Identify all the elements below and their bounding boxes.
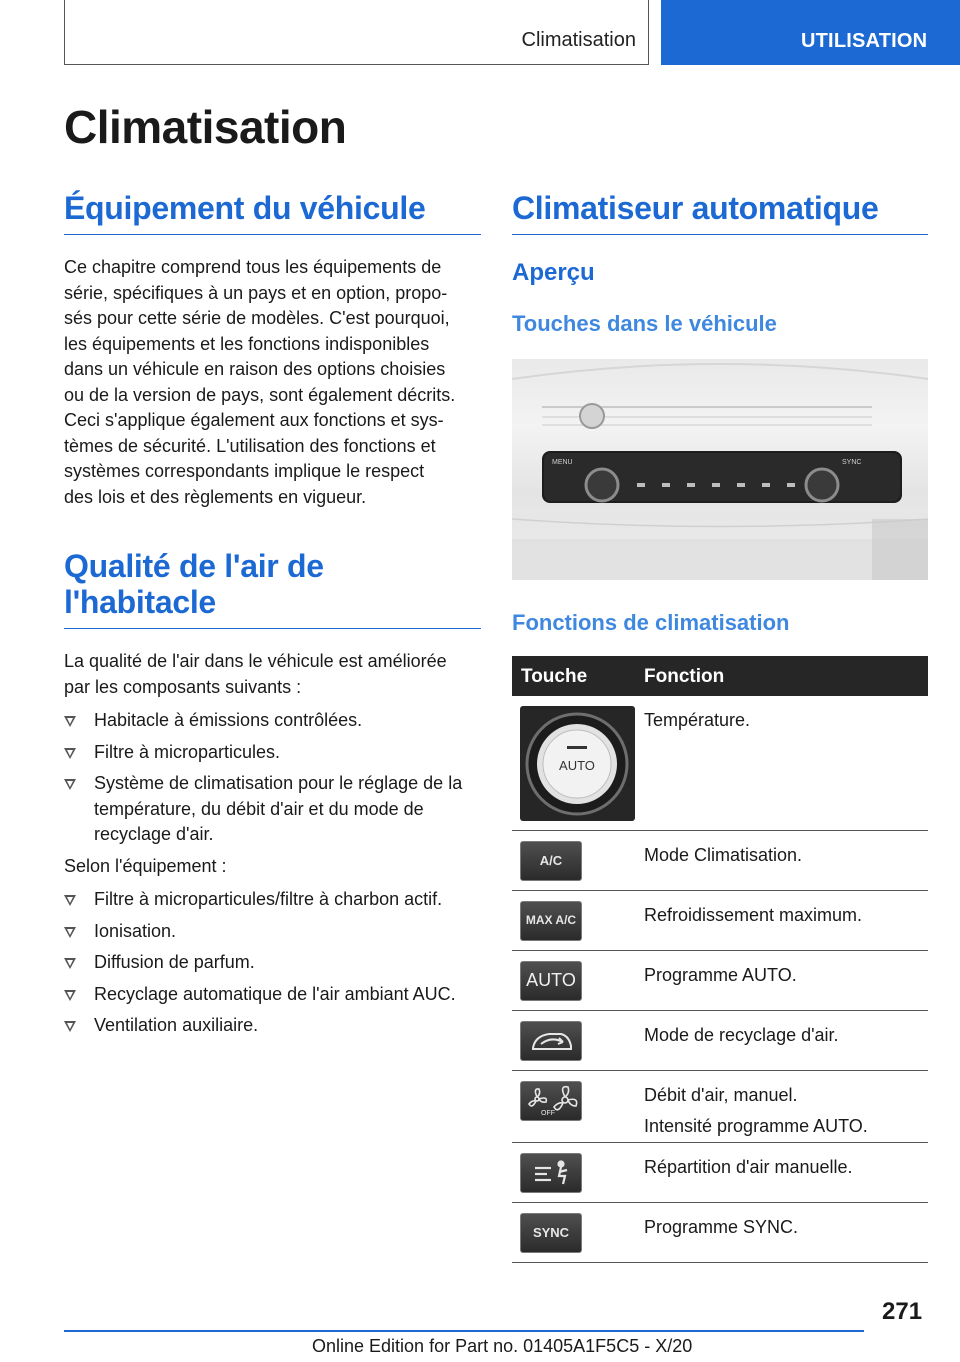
heading-equipement: Équipement du véhicule	[64, 190, 481, 235]
bullet-triangle-icon	[64, 1021, 76, 1032]
sync-button-icon[interactable]	[520, 1213, 582, 1253]
function-text-line: Intensité programme AUTO.	[644, 1116, 868, 1136]
text-line: Ce chapitre comprend tous les équipements de	[64, 257, 442, 277]
bullet-triangle-icon	[64, 990, 76, 1001]
air-distribution-icon[interactable]	[520, 1153, 582, 1193]
list-item	[64, 740, 481, 766]
column-header-fonction: Fonction	[644, 666, 725, 687]
heading-qualite-air	[64, 548, 481, 629]
list-item-text: Diffusion de parfum.	[94, 952, 255, 972]
left-column	[64, 190, 481, 1045]
text-line: des lois et des règlements en vigueur.	[64, 486, 367, 507]
text-line: sés pour cette série de modèles. C'est pourquoi,	[64, 308, 450, 328]
table-row	[512, 1071, 928, 1143]
list-item	[64, 919, 481, 945]
optional-equipment-list	[64, 887, 481, 1039]
list-item	[64, 708, 481, 734]
functions-table	[512, 656, 928, 1263]
header-section-box	[64, 0, 649, 65]
bullet-triangle-icon	[64, 716, 76, 727]
knob-auto-label: AUTO	[559, 758, 595, 773]
function-text: Mode de recyclage d'air.	[644, 1025, 839, 1045]
table-row	[512, 951, 928, 1011]
list-item	[64, 887, 481, 913]
button-label: A/C	[539, 853, 563, 868]
function-text: Mode Climatisation.	[644, 845, 803, 865]
ac-button-icon[interactable]	[520, 841, 582, 881]
fan-icon[interactable]	[520, 1081, 582, 1121]
list-item	[64, 771, 481, 848]
function-text: Programme SYNC.	[644, 1217, 799, 1237]
function-text: Répartition d'air manuelle.	[644, 1157, 853, 1177]
function-text: Refroidissement maximum.	[644, 905, 863, 925]
air-intro	[64, 649, 481, 700]
table-row	[512, 1011, 928, 1071]
max-ac-button-icon[interactable]	[520, 901, 582, 941]
text-line: les équipements et les fonctions indisponibles	[64, 333, 430, 354]
header-section-title: Climatisation	[521, 29, 636, 51]
list-item-text: Filtre à microparticules/filtre à charbon actif.	[94, 889, 443, 909]
text-line: ou de la version de pays, sont également décrits.	[64, 384, 456, 405]
climate-panel-illustration	[512, 359, 928, 580]
heading-line: Qualité de l'air de	[64, 548, 324, 584]
footer-divider	[64, 1330, 864, 1332]
table-row	[512, 1203, 928, 1263]
table-row	[512, 1143, 928, 1203]
air-components-list	[64, 708, 481, 848]
heading-climatiseur: Climatiseur automatique	[512, 190, 928, 235]
bullet-triangle-icon	[64, 927, 76, 938]
bullet-triangle-icon	[64, 895, 76, 906]
photo-sync-label: SYNC	[842, 459, 862, 466]
table-row	[512, 891, 928, 951]
selon-equipement: Selon l'équipement :	[64, 855, 227, 876]
function-text: Programme AUTO.	[644, 965, 797, 985]
table-row	[512, 831, 928, 891]
text-line: La qualité de l'air dans le véhicule est améliorée	[64, 651, 447, 671]
heading-touches: Touches dans le véhicule	[512, 311, 777, 336]
list-item	[64, 950, 481, 976]
function-text	[644, 1083, 868, 1139]
text-line: série, spécifiques à un pays et en option, propo-	[64, 282, 448, 303]
bullet-triangle-icon	[64, 779, 76, 790]
list-item-text: Système de climatisation pour le réglage de la température, du débit d'air et du mode de recyclage d'air.	[94, 773, 463, 844]
auto-button-icon[interactable]	[520, 961, 582, 1001]
function-text-line: Débit d'air, manuel.	[644, 1085, 798, 1105]
list-item-text: Ventilation auxiliaire.	[94, 1015, 259, 1035]
text-line: Ceci s'applique également aux fonctions et sys-	[64, 410, 444, 430]
list-item-text: Habitacle à émissions contrôlées.	[94, 710, 363, 730]
page-number: 271	[882, 1298, 923, 1325]
list-item-text: Recyclage automatique de l'air ambiant AUC.	[94, 983, 456, 1004]
table-row	[512, 696, 928, 831]
right-column	[512, 190, 928, 337]
button-label: AUTO	[526, 970, 576, 990]
page-title: Climatisation	[64, 101, 347, 153]
heading-apercu: Aperçu	[512, 259, 595, 286]
column-header-touche: Touche	[521, 666, 588, 687]
bullet-triangle-icon	[64, 748, 76, 759]
recirculation-icon[interactable]	[520, 1021, 582, 1061]
list-item-text: Filtre à microparticules.	[94, 741, 281, 762]
fan-off-label: OFF	[541, 1110, 555, 1117]
text-line: systèmes correspondants implique le respect	[64, 461, 425, 481]
list-item	[64, 1013, 481, 1039]
function-text: Température.	[644, 710, 751, 730]
list-item-text: Ionisation.	[94, 920, 177, 941]
table-header	[512, 656, 928, 696]
text-line: par les composants suivants :	[64, 676, 302, 697]
footer-edition: Online Edition for Part no. 01405A1F5C5 - X/20	[312, 1336, 693, 1356]
equipement-paragraph	[64, 255, 481, 510]
button-label: SYNC	[532, 1225, 570, 1240]
header-chapter-label: UTILISATION	[801, 30, 928, 52]
dashboard-photo	[512, 359, 928, 580]
heading-fonctions: Fonctions de climatisation	[512, 610, 790, 635]
text-line: tèmes de sécurité. L'utilisation des fonctions et	[64, 435, 436, 456]
button-label: MAX A/C	[525, 913, 577, 927]
text-line: dans un véhicule en raison des options choisies	[64, 359, 446, 379]
header-chapter-tab[interactable]	[661, 0, 960, 65]
list-item	[64, 982, 481, 1008]
photo-menu-label: MENU	[552, 459, 573, 466]
temperature-knob-icon[interactable]	[520, 706, 635, 821]
heading-line: l'habitacle	[64, 584, 216, 620]
bullet-triangle-icon	[64, 958, 76, 969]
